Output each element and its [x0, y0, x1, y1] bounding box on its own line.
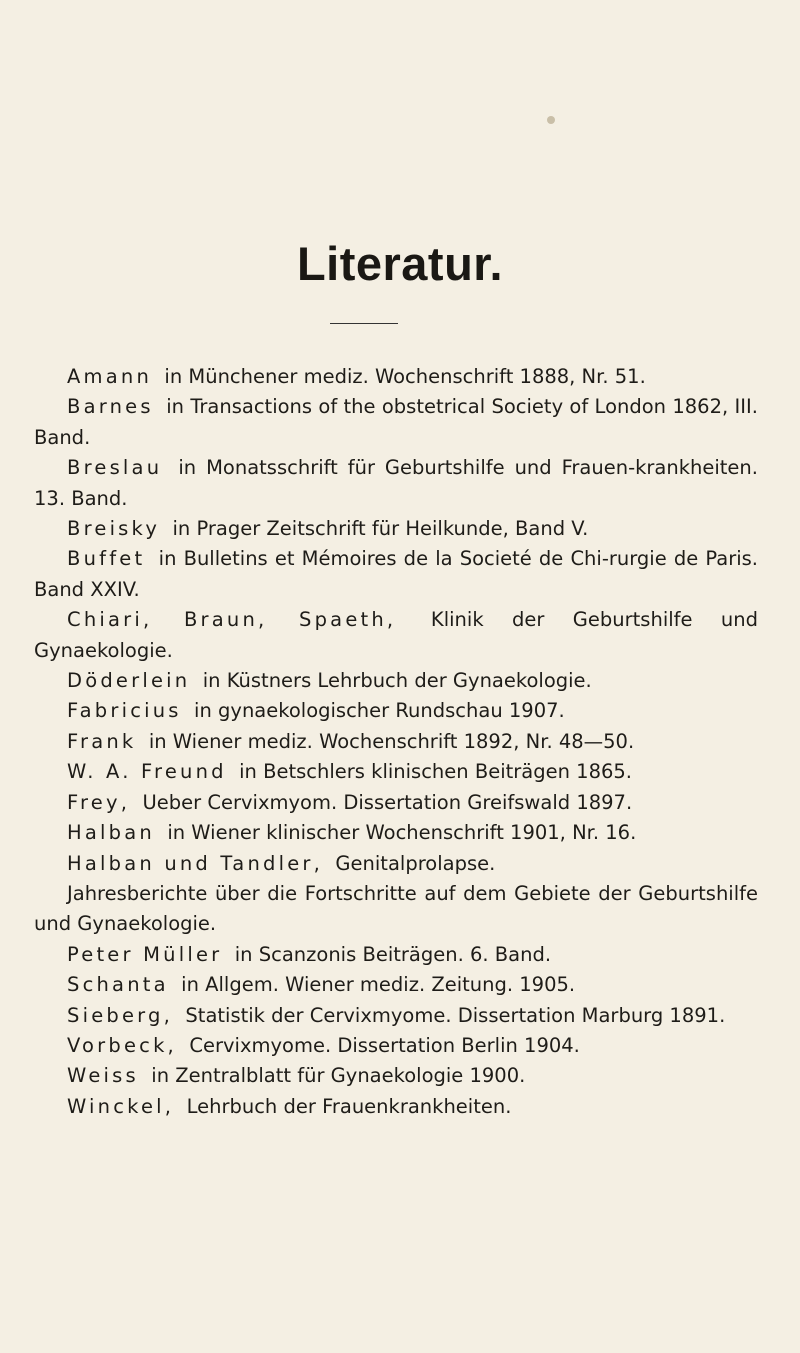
entry-text: in gynaekologischer Rundschau 1907.: [194, 699, 565, 723]
bibliography-entry: [34, 1061, 758, 1091]
entry-author: Frey,: [67, 790, 140, 814]
bibliography-entry: [34, 788, 758, 818]
entry-text: in Wiener mediz. Wochenschrift 1892, Nr. 48—50.: [148, 729, 635, 753]
entry-author: Breslau: [67, 456, 176, 480]
entry-text: Klinik der Geburtshilfe und Gynaekologie.: [34, 608, 758, 662]
entry-text: in Monatsschrift für Geburtshilfe und Frauen-krankheiten. 13. Band.: [34, 456, 758, 510]
entry-author: Barnes: [67, 395, 164, 419]
entry-author: Sieberg,: [67, 1003, 183, 1027]
bibliography-entry: [34, 727, 758, 757]
entry-text: Statistik der Cervixmyome. Dissertation Marburg 1891.: [185, 1003, 726, 1027]
entry-text: in Bulletins et Mémoires de la Societé de Chi-rurgie de Paris. Band XXIV.: [34, 547, 758, 601]
entry-author: Halban und Tandler,: [67, 851, 333, 875]
entry-text: in Münchener mediz. Wochenschrift 1888, Nr. 51.: [164, 365, 646, 388]
entry-text: Lehrbuch der Frauenkrankheiten.: [186, 1094, 512, 1118]
entry-author: W. A. Freund: [67, 760, 237, 784]
page-title: Literatur.: [296, 237, 504, 290]
entry-author: Buffet: [67, 547, 156, 571]
entry-author: Frank: [67, 729, 146, 753]
entry-author: Halban: [67, 821, 165, 845]
bibliography-entry: [34, 879, 758, 940]
entry-text: in Scanzonis Beiträgen. 6. Band.: [234, 942, 552, 966]
bibliography-entry: [34, 757, 758, 787]
entry-author: Vorbeck,: [67, 1033, 187, 1057]
bibliography-entry: [34, 849, 758, 879]
bibliography-entry: [34, 1001, 758, 1031]
entry-text: in Küstners Lehrbuch der Gynaekologie.: [202, 669, 592, 693]
entry-author: Amann: [67, 365, 162, 388]
entry-text: Jahresberichte über die Fortschritte auf dem Gebiete der Geburtshilfe und Gynaekologie.: [34, 881, 758, 936]
bibliography-entry: [34, 453, 758, 514]
bibliography-entry: [34, 940, 758, 970]
bibliography-entry: [34, 666, 758, 696]
bibliography-entry: [34, 605, 758, 666]
entry-text: Ueber Cervixmyom. Dissertation Greifswald 1897.: [142, 790, 633, 814]
entry-text: in Zentralblatt für Gynaekologie 1900.: [151, 1064, 526, 1088]
entry-text: in Transactions of the obstetrical Society of London 1862, III. Band.: [34, 395, 758, 449]
entry-text: in Prager Zeitschrift für Heilkunde, Band V.: [172, 517, 589, 541]
bibliography-entry: [34, 1031, 758, 1061]
entry-text: Genitalprolapse.: [335, 851, 496, 875]
entry-author: Fabricius: [67, 699, 192, 723]
bibliography-list: [34, 362, 758, 1122]
bibliography-entry: [34, 696, 758, 726]
entry-text: in Allgem. Wiener mediz. Zeitung. 1905.: [181, 973, 576, 997]
entry-author: Schanta: [67, 973, 179, 997]
entry-author: Peter Müller: [67, 942, 232, 966]
entry-text: in Betschlers klinischen Beiträgen 1865.: [239, 760, 633, 784]
bibliography-entry: [34, 514, 758, 544]
entry-text: in Wiener klinischer Wochenschrift 1901, Nr. 16.: [167, 821, 637, 845]
entry-author: Chiari, Braun, Spaeth,: [67, 608, 428, 632]
bibliography-entry: [34, 818, 758, 848]
entry-author: Weiss: [67, 1064, 149, 1088]
bibliography-entry: [34, 392, 758, 453]
entry-text: Cervixmyome. Dissertation Berlin 1904.: [189, 1033, 580, 1057]
entry-author: Breisky: [67, 517, 170, 541]
paper-stain: [547, 116, 555, 124]
entry-author: Winckel,: [67, 1094, 184, 1118]
title-divider: [330, 323, 398, 324]
bibliography-entry: [34, 1092, 758, 1122]
bibliography-entry: [34, 544, 758, 605]
entry-author: Döderlein: [67, 669, 200, 693]
bibliography-entry: [34, 362, 758, 392]
bibliography-entry: [34, 970, 758, 1000]
